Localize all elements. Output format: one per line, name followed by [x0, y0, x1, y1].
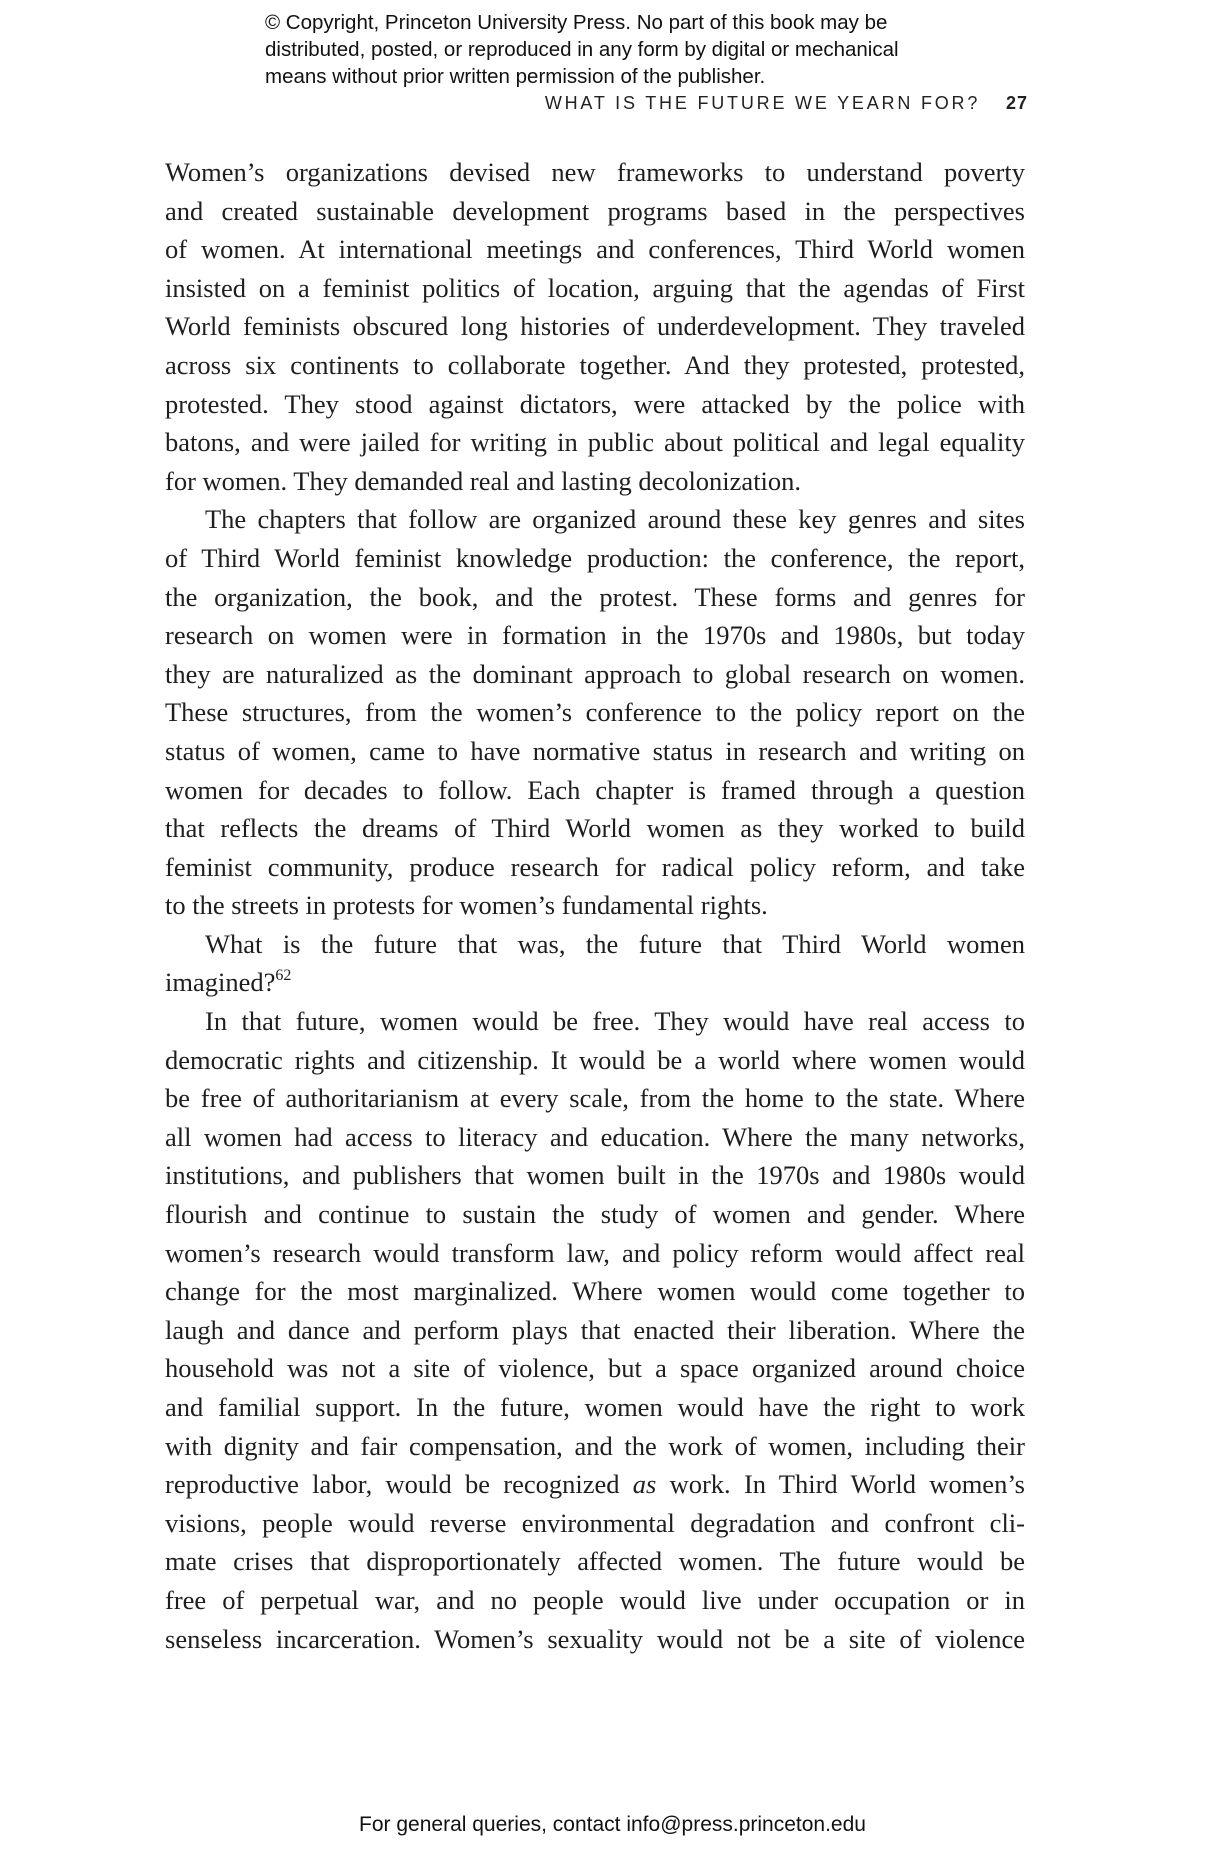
- text-line: and created sustainable development programs based in the perspectives: [165, 195, 1025, 226]
- paragraph: [165, 153, 1025, 500]
- text-line: visions, people would reverse environmental degradation and confront cli-: [165, 1507, 1025, 1538]
- text-line: household was not a site of violence, but a space organized around choice: [165, 1353, 1025, 1384]
- text-line: the organization, the book, and the protest. These forms and genres for: [165, 581, 1025, 612]
- text-line: What is the future that was, the future that Third World women: [205, 928, 1025, 959]
- text-line: These structures, from the women’s conference to the policy report on the: [165, 697, 1025, 728]
- text-line: In that future, women would be free. They would have real access to: [205, 1006, 1025, 1037]
- copyright-line: means without prior written permission of the publisher.: [265, 65, 766, 88]
- text-line: change for the most marginalized. Where women would come together to: [165, 1276, 1025, 1307]
- text-line: women’s research would transform law, and policy reform would affect real: [165, 1237, 1025, 1268]
- footnote-marker: 62: [275, 967, 292, 985]
- text-line: protested. They stood against dictators, were attacked by the police with: [165, 388, 1025, 419]
- text-line: insisted on a feminist politics of location, arguing that the agendas of First: [165, 272, 1025, 303]
- text-line: feminist community, produce research for radical policy reform, and take: [165, 851, 1025, 882]
- text-line: institutions, and publishers that women built in the 1970s and 1980s would: [165, 1160, 1025, 1191]
- text-line: for women. They demanded real and lasting decolonization.: [165, 465, 802, 496]
- text-line: across six continents to collaborate together. And they protested, protested,: [165, 349, 1025, 380]
- text-line: democratic rights and citizenship. It would be a world where women would: [165, 1044, 1025, 1075]
- text-line: senseless incarceration. Women’s sexuality would not be a site of violence: [165, 1623, 1025, 1654]
- text-line: The chapters that follow are organized around these key genres and sites: [205, 504, 1025, 535]
- text-line: and familial support. In the future, women would have the right to work: [165, 1392, 1025, 1422]
- text-line: laugh and dance and perform plays that enacted their liberation. Where the: [165, 1314, 1025, 1345]
- paragraph: [165, 500, 1025, 925]
- running-head: [545, 93, 1028, 114]
- text-line: women for decades to follow. Each chapter is framed through a question: [165, 774, 1025, 805]
- running-head-title: WHAT IS THE FUTURE WE YEARN FOR?: [544, 93, 981, 113]
- text-line: research on women were in formation in the 1970s and 1980s, but today: [165, 620, 1025, 651]
- text-line: Women’s organizations devised new frameworks to understand poverty: [165, 157, 1025, 187]
- copyright-line: distributed, posted, or reproduced in any form by digital or mechanical: [265, 38, 899, 61]
- text-line: free of perpetual war, and no people would live under occupation or in: [165, 1584, 1025, 1615]
- body-text: [165, 153, 1025, 1658]
- text-line: that reflects the dreams of Third World women as they worked to build: [165, 813, 1025, 844]
- text-line: mate crises that disproportionately affected women. The future would be: [165, 1546, 1025, 1577]
- text-line: flourish and continue to sustain the study of women and gender. Where: [165, 1199, 1025, 1230]
- text-line: they are naturalized as the dominant approach to global research on women.: [165, 658, 1025, 689]
- paragraph: [165, 1002, 1025, 1658]
- text-line: status of women, came to have normative status in research and writing on: [165, 735, 1025, 766]
- text-line: to the streets in protests for women’s fundamental rights.: [165, 890, 768, 921]
- text-line: all women had access to literacy and education. Where the many networks,: [165, 1121, 1025, 1152]
- text-line: reproductive labor, would be recognized as work. In Third World women’s: [165, 1469, 1025, 1500]
- text-line: with dignity and fair compensation, and the work of women, including their: [165, 1430, 1025, 1461]
- text-line: be free of authoritarianism at every scale, from the home to the state. Where: [165, 1083, 1025, 1114]
- text-line: of Third World feminist knowledge production: the conference, the report,: [165, 542, 1025, 573]
- copyright-notice: [265, 9, 1025, 90]
- footer-contact: For general queries, contact info@press.princeton.edu: [359, 1813, 866, 1836]
- copyright-line: © Copyright, Princeton University Press. No part of this book may be: [265, 11, 888, 34]
- text-line: batons, and were jailed for writing in public about political and legal equality: [165, 427, 1025, 458]
- paragraph: [165, 925, 1025, 1002]
- text-line: of women. At international meetings and conferences, Third World women: [165, 234, 1025, 265]
- page-number: 27: [1005, 93, 1028, 113]
- text-line: World feminists obscured long histories of underdevelopment. They traveled: [165, 311, 1025, 342]
- text-line: imagined?$^{62}$: [165, 967, 292, 998]
